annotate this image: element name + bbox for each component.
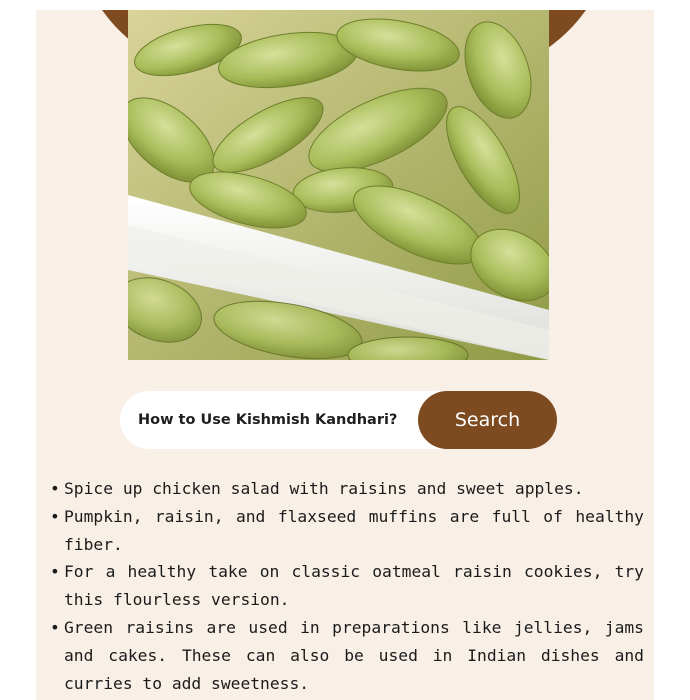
green-raisins-image-icon bbox=[128, 10, 549, 360]
raisins-photo bbox=[128, 10, 549, 360]
bullet-icon: • bbox=[50, 506, 60, 526]
list-item bbox=[50, 614, 644, 697]
list-item-text: Green raisins are used in preparations like jellies, jams and cakes. These can also be used in Indian dishes and curries to add sweetness. bbox=[64, 617, 644, 693]
bullet-icon: • bbox=[50, 479, 60, 498]
list-item-text: Spice up chicken salad with raisins and sweet apples. bbox=[64, 479, 584, 498]
search-query-text[interactable]: How to Use Kishmish Kandhari? bbox=[138, 412, 398, 428]
search-button[interactable]: Search bbox=[418, 391, 557, 449]
list-item bbox=[50, 503, 644, 559]
bullet-icon: • bbox=[50, 562, 60, 582]
list-item bbox=[50, 558, 644, 614]
list-item bbox=[50, 475, 644, 503]
search-bar[interactable] bbox=[120, 391, 557, 449]
list-item-text: Pumpkin, raisin, and flaxseed muffins are full of healthy fiber. bbox=[64, 506, 644, 554]
bullet-icon: • bbox=[50, 617, 60, 637]
list-item-text: For a healthy take on classic oatmeal raisin cookies, try this flourless version. bbox=[64, 562, 644, 610]
content-card bbox=[36, 10, 654, 700]
usage-bullet-list bbox=[50, 475, 644, 697]
